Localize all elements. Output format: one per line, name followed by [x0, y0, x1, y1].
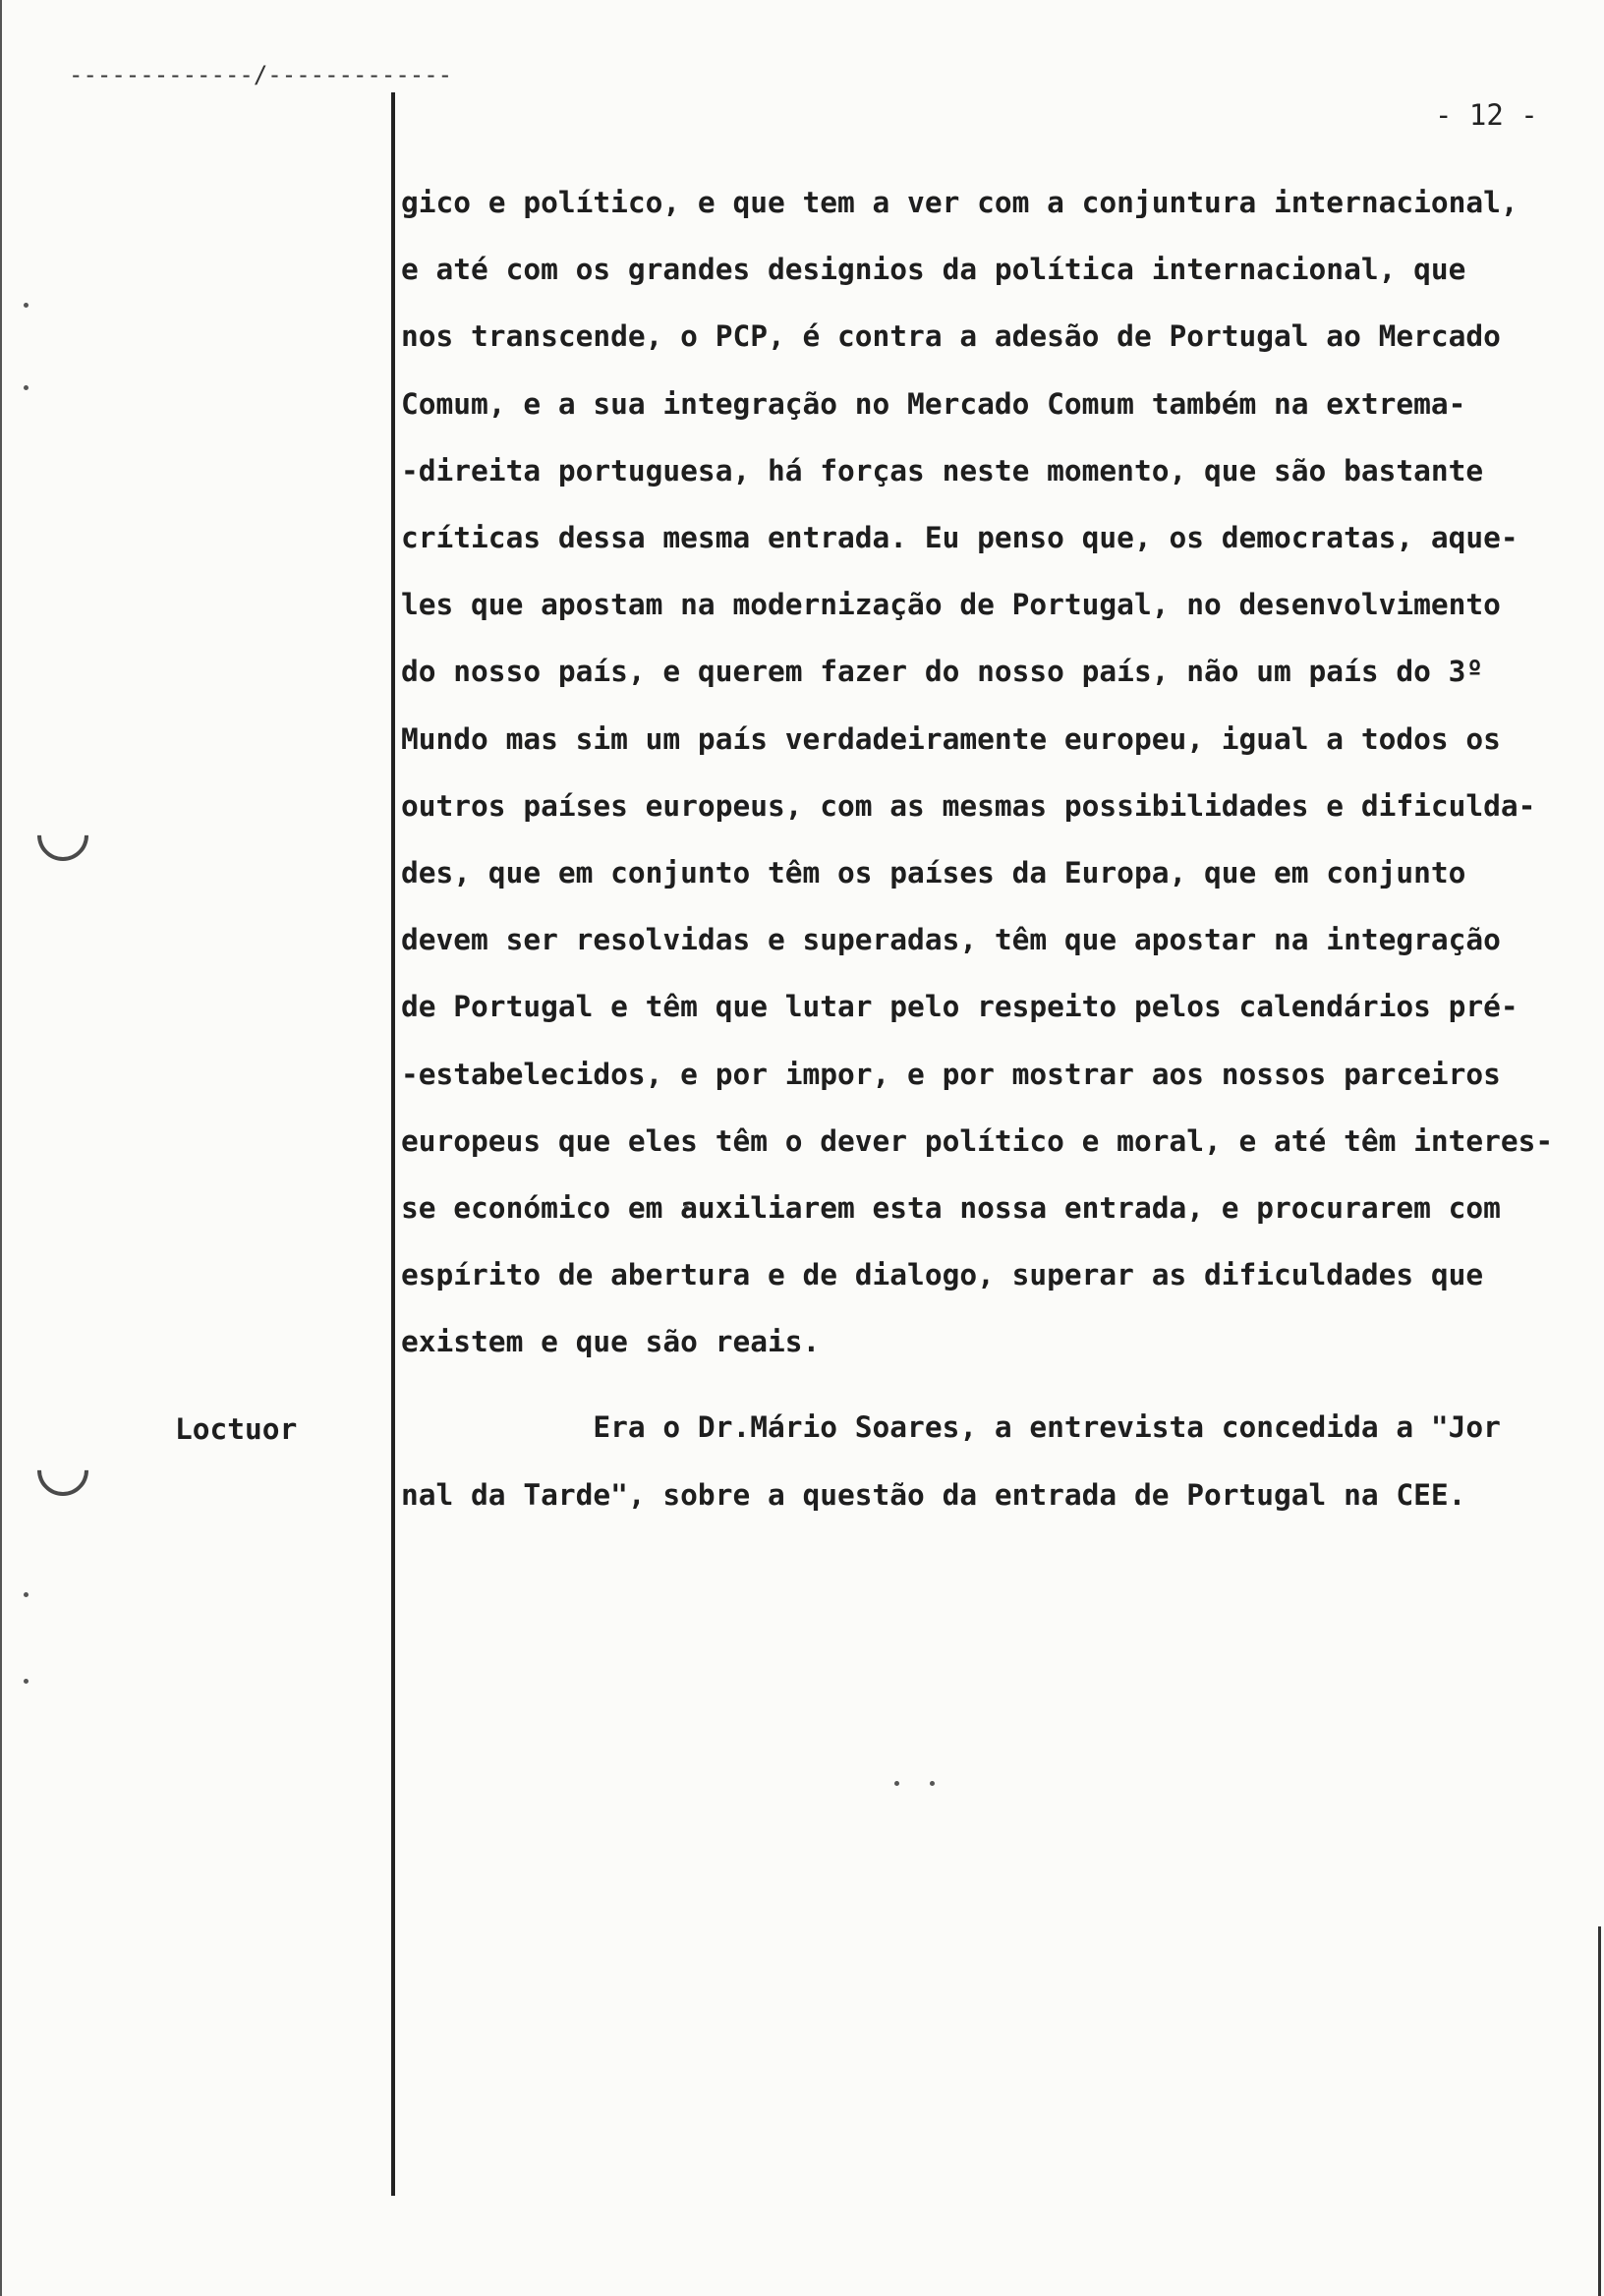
body-line: espírito de abertura e de dialogo, superar as dificuldades que — [401, 1258, 1484, 1292]
speaker-paragraph — [401, 1394, 1590, 1529]
body-line: gico e político, e que tem a ver com a conjuntura internacional, — [401, 186, 1518, 219]
scan-speck — [24, 1592, 29, 1597]
body-line: les que apostam na modernização de Portugal, no desenvolvimento — [401, 588, 1501, 622]
body-line: se económico em auxiliarem esta nossa entrada, e procurarem com — [401, 1191, 1501, 1226]
body-line: outros países europeus, com as mesmas possibilidades e dificulda- — [401, 788, 1536, 823]
scan-speck — [894, 1781, 899, 1786]
body-line: des, que em conjunto têm os países da Europa, que em conjunto — [401, 856, 1466, 890]
scan-speck — [24, 1679, 29, 1684]
body-line: Mundo mas sim um país verdadeiramente europeu, igual a todos os — [401, 721, 1501, 756]
body-line: -direita portuguesa, há forças neste momento, que são bastante — [401, 453, 1484, 488]
punch-hole-mark — [27, 799, 99, 872]
header-rule: -------------/------------- — [69, 61, 453, 88]
scan-right-edge — [1598, 1926, 1601, 2296]
speaker-line: Era o Dr.Mário Soares, a entrevista concedida a "Jor — [401, 1410, 1501, 1444]
scan-speck — [24, 385, 29, 390]
body-line: do nosso país, e querem fazer do nosso país, não um país do 3º — [401, 655, 1484, 689]
body-line: europeus que eles têm o dever político e moral, e até têm interes- — [401, 1123, 1554, 1158]
body-line: Comum, e a sua integração no Mercado Comum também na extrema- — [401, 386, 1466, 421]
scan-speck — [930, 1781, 935, 1786]
body-line: existem e que são reais. — [401, 1325, 821, 1359]
body-line: -estabelecidos, e por impor, e por mostrar aos nossos parceiros — [401, 1057, 1501, 1091]
page-number: - 12 - — [1435, 98, 1538, 132]
scan-left-edge — [0, 0, 2, 2296]
scan-speck — [24, 303, 29, 308]
punch-hole-mark — [27, 1434, 99, 1507]
speaker-line: nal da Tarde", sobre a questão da entrada de Portugal na CEE. — [401, 1478, 1466, 1512]
body-paragraph — [401, 169, 1590, 1376]
body-line: críticas dessa mesma entrada. Eu penso que, os democratas, aque- — [401, 521, 1518, 555]
speaker-label: Loctuor — [175, 1412, 298, 1446]
body-line: e até com os grandes designios da política internacional, que — [401, 253, 1466, 287]
body-line: de Portugal e têm que lutar pelo respeito pelos calendários pré- — [401, 990, 1518, 1024]
body-line: devem ser resolvidas e superadas, têm que apostar na integração — [401, 923, 1501, 957]
body-line: nos transcende, o PCP, é contra a adesão de Portugal ao Mercado — [401, 319, 1501, 354]
margin-line — [391, 92, 395, 2196]
